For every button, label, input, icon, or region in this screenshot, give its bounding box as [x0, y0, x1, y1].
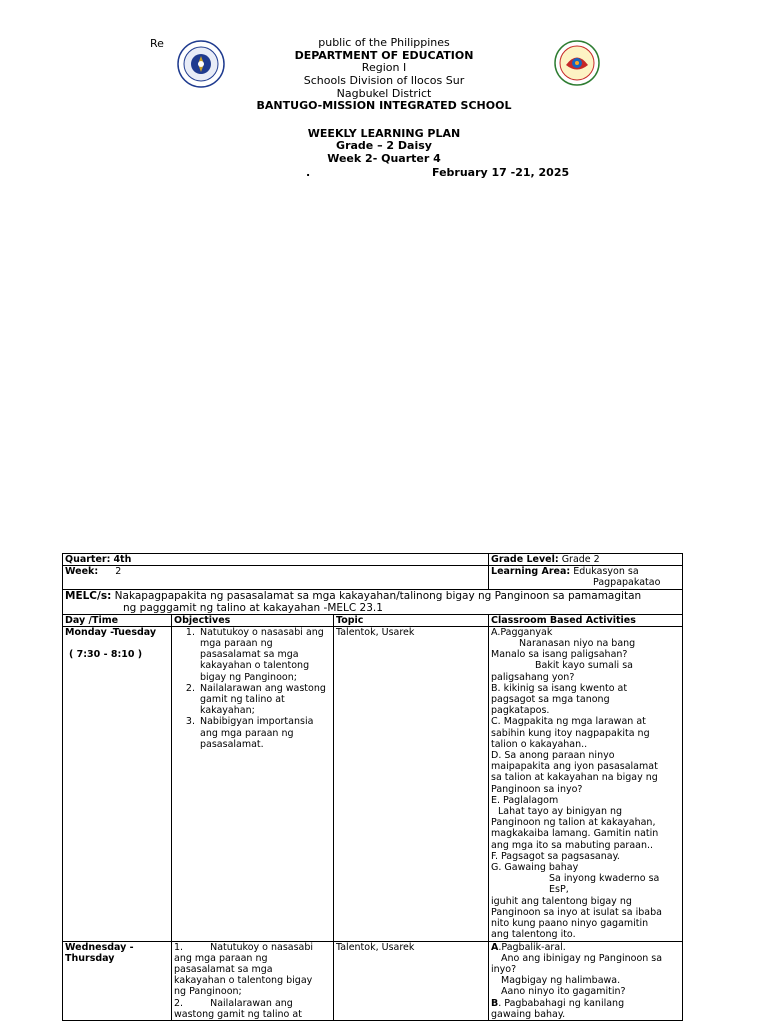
- objective-text: Natutukoy o nasasabi: [210, 941, 314, 953]
- learning-area-value: Edukasyon sa: [573, 566, 639, 578]
- activity-line: G. Gawaing bahay: [491, 862, 579, 874]
- topic-text: Talentok, Usarek: [336, 941, 415, 953]
- quarter-label: Quarter:: [65, 554, 111, 565]
- time-label: ( 7:30 - 8:10 ): [69, 649, 143, 661]
- learning-area-value-2: Pagpapakatao: [593, 577, 661, 589]
- grade-level-label: Grade Level:: [491, 554, 559, 565]
- melc-text-2: ng pagggamit ng talino at kakayahan -MELC 23.1: [123, 601, 383, 614]
- objective-number: 2.: [174, 997, 184, 1009]
- melc-cell: [63, 589, 683, 614]
- activity-line: E. Paglalagom: [491, 794, 559, 806]
- topic-cell: [334, 941, 489, 1020]
- day-label: Wednesday -: [65, 941, 134, 953]
- activity-letter: B: [491, 997, 499, 1009]
- objective-line: ang mga paraan ng: [174, 952, 268, 964]
- activity-line: Panginoon sa inyo?: [491, 783, 583, 795]
- activities-cell: [489, 626, 683, 941]
- activity-letter: A: [491, 941, 499, 953]
- objective-line: wastong gamit ng talino at: [174, 1008, 302, 1020]
- objective-text: Nailalarawan ang: [210, 997, 293, 1009]
- col-header-day: Day /Time: [63, 614, 172, 626]
- objective-item: [174, 942, 331, 953]
- objective-item: 1. Natutukoy o nasasabi ang mga paraan ng pasasalamat sa mga kakayahan o talentong bigay ng Panginoon;: [198, 627, 331, 683]
- activity-text: . Pagbabahagi ng kanilang: [498, 997, 625, 1009]
- activity-line: Panginoon sa inyo at isulat sa ibaba: [491, 906, 662, 918]
- objectives-list: [174, 627, 331, 750]
- objective-line: pasasalamat sa mga: [174, 963, 273, 975]
- week-label: Week:: [65, 566, 99, 578]
- activity-line: [491, 998, 680, 1009]
- header-dot: .: [306, 166, 311, 179]
- topic-text: Talentok, Usarek: [336, 626, 415, 638]
- activity-line: Lahat tayo ay binigyan ng: [498, 806, 623, 818]
- activity-line: talion o kakayahan..: [491, 738, 588, 750]
- activity-line: [491, 942, 680, 953]
- grade-level-value: Grade 2: [561, 554, 600, 565]
- activity-line: Magbigay ng halimbawa.: [501, 975, 621, 987]
- learning-area-label: Learning Area:: [491, 566, 571, 578]
- activity-line: magkakaiba lamang. Gamitin natin: [491, 828, 659, 840]
- objective-item: 3. Nabibigyan importansia ang mga paraan ng pasasalamat.: [198, 716, 331, 750]
- department-name: DEPARTMENT OF EDUCATION: [294, 49, 474, 62]
- activities-cell: [489, 941, 683, 1020]
- activity-line: nito kung paano ninyo gagamitin: [491, 918, 649, 930]
- objective-line: ng Panginoon;: [174, 986, 242, 998]
- day-cell: [63, 626, 172, 941]
- activity-line: F. Pagsagot sa pagsasanay.: [491, 850, 620, 862]
- table-row: [63, 941, 683, 1020]
- week-cell: [63, 566, 489, 589]
- objective-number: 1.: [174, 941, 184, 953]
- school-name: BANTUGO-MISSION INTEGRATED SCHOOL: [256, 99, 512, 112]
- day-label-2: Thursday: [65, 952, 115, 964]
- week-row: [63, 566, 683, 589]
- region-line: Region I: [361, 61, 407, 74]
- activity-line: Bakit kayo sumali sa: [535, 660, 633, 672]
- topic-cell: [334, 626, 489, 941]
- objectives-cell: [172, 626, 334, 941]
- activity-line: maipapakita ang iyon pasasalamat: [491, 761, 658, 773]
- grade-level-cell: [489, 554, 683, 566]
- quarter-cell: [63, 554, 489, 566]
- weekly-plan-table: [62, 553, 683, 1021]
- activity-line: iguhit ang talentong bigay ng: [491, 895, 632, 907]
- activity-line: C. Magpakita ng mga larawan at: [491, 716, 646, 728]
- column-header-row: [63, 614, 683, 626]
- activity-line: Sa inyong kwaderno sa EsP,: [549, 873, 660, 896]
- learning-area-cell: [489, 566, 683, 589]
- quarter-value: 4th: [113, 554, 132, 565]
- objective-item: 2. Nailalarawan ang wastong gamit ng talino at kakayahan;: [198, 683, 331, 717]
- date-range: February 17 -21, 2025: [432, 166, 570, 179]
- plan-title: WEEKLY LEARNING PLAN: [307, 127, 461, 140]
- activity-text: .Pagbalik-aral.: [498, 941, 566, 953]
- day-cell: [63, 941, 172, 1020]
- activity-line: ang talentong ito.: [491, 929, 576, 941]
- deped-seal-icon: [177, 40, 225, 92]
- activity-line: Panginoon ng talion at kakayahan,: [491, 817, 656, 829]
- republic-prefix: Re: [150, 37, 164, 50]
- activity-line: ang mga ito sa mabuting paraan..: [491, 839, 654, 851]
- activity-line: A.Pagganyak: [491, 626, 553, 638]
- melc-label: MELC/s:: [65, 589, 112, 602]
- objective-line: kakayahan o talentong bigay: [174, 975, 313, 987]
- republic-line: public of the Philippines: [318, 36, 450, 49]
- activity-line: Aano ninyo ito gagamitin?: [501, 986, 626, 998]
- melc-text: Nakapagpapakita ng pasasalamat sa mga kakayahan/talinong bigay ng Panginoon sa pamamagitan: [114, 589, 642, 602]
- activity-line: Manalo sa isang paligsahan?: [491, 649, 628, 661]
- activity-line: inyo?: [491, 963, 517, 975]
- melc-row: [63, 589, 683, 614]
- activity-line: sabihin kung itoy nagpapakita ng: [491, 727, 650, 739]
- activity-line: Naranasan niyo na bang: [519, 638, 636, 650]
- day-label: Monday -Tuesday: [65, 626, 157, 638]
- objectives-cell: [172, 941, 334, 1020]
- objective-item: [174, 998, 331, 1009]
- division-line: Schools Division of Ilocos Sur: [303, 74, 465, 87]
- activity-line: pagkatapos.: [491, 705, 550, 717]
- activity-line: gawaing bahay.: [491, 1008, 566, 1020]
- district-line: Nagbukel District: [336, 87, 432, 100]
- activity-line: sa talion at kakayahan na bigay ng: [491, 772, 658, 784]
- col-header-topic: Topic: [334, 614, 489, 626]
- activity-line: pagsagot sa mga tanong: [491, 694, 610, 706]
- table-row: [63, 626, 683, 941]
- col-header-activities: Classroom Based Activities: [489, 614, 683, 626]
- activity-line: paligsahang yon?: [491, 671, 575, 683]
- activity-line: B. kikinig sa isang kwento at: [491, 682, 628, 694]
- activity-line: Ano ang ibinigay ng Panginoon sa: [501, 952, 663, 964]
- week-value: 2: [115, 566, 122, 578]
- week-quarter: Week 2- Quarter 4: [327, 152, 441, 165]
- grade-section: Grade – 2 Daisy: [336, 139, 432, 152]
- col-header-objectives: Objectives: [172, 614, 334, 626]
- quarter-row: [63, 554, 683, 566]
- division-seal-icon: [554, 40, 600, 90]
- activity-line: D. Sa anong paraan ninyo: [491, 750, 615, 762]
